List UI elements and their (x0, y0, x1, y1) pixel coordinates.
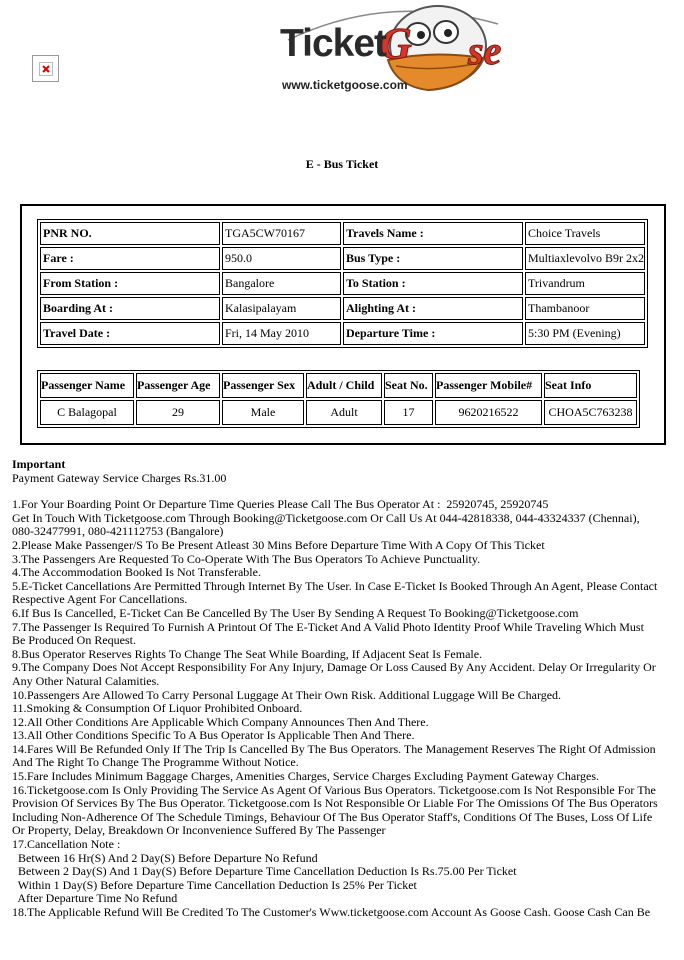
journey-value: Trivandrum (525, 272, 645, 295)
important-notes (12, 458, 676, 920)
note-line: 1.For Your Boarding Point Or Departure Time Queries Please Call The Bus Operator At : 25920745, 25920745 (12, 497, 549, 512)
passenger-cell: Adult (306, 400, 382, 425)
note-line: 9.The Company Does Not Accept Responsibility For Any Injury, Damage Or Loss Caused By Any Accident. Delay Or Irregularity Or (12, 660, 656, 675)
journey-row (40, 222, 645, 245)
note-line: 080-32477991, 080-421112753 (Bangalore) (12, 524, 224, 539)
note-line: 11.Smoking & Consumption Of Liquor Prohibited Onboard. (12, 701, 303, 716)
note-line: 8.Bus Operator Reserves Rights To Change The Seat While Boarding, If Adjacent Seat Is Female. (12, 646, 483, 661)
journey-value: Kalasipalayam (222, 297, 341, 320)
passenger-column-header: Passenger Age (136, 373, 220, 398)
passenger-column-header: Adult / Child (306, 373, 382, 398)
passenger-table (37, 370, 640, 428)
note-line: Between 2 Day(S) And 1 Day(S) Before Departure Time Cancellation Deduction Is Rs.75.00 Per Ticket (12, 864, 517, 879)
gateway-charges: Payment Gateway Service Charges Rs.31.00 (12, 470, 227, 485)
passenger-row (40, 400, 637, 425)
note-line: 13.All Other Conditions Specific To A Bus Operator Is Applicable Then And There. (12, 728, 415, 743)
journey-label: PNR NO. (40, 222, 220, 245)
journey-value: 5:30 PM (Evening) (525, 322, 645, 345)
journey-label: Travels Name : (343, 222, 523, 245)
note-line: Be Produced On Request. (12, 633, 136, 648)
journey-label: Travel Date : (40, 322, 220, 345)
note-line: Respective Agent For Cancellations. (12, 592, 188, 607)
note-line: 17.Cancellation Note : (12, 837, 121, 852)
passenger-cell: Male (222, 400, 304, 425)
journey-value: Multiaxlevolvo B9r 2x2 (525, 247, 645, 270)
journey-value: Choice Travels (525, 222, 645, 245)
note-line: After Departure Time No Refund (12, 891, 178, 906)
journey-label: Fare : (40, 247, 220, 270)
logo-text: Ticket (280, 22, 387, 65)
passenger-cell: 29 (136, 400, 220, 425)
journey-label: From Station : (40, 272, 220, 295)
journey-value: Fri, 14 May 2010 (222, 322, 341, 345)
note-line: Get In Touch With Ticketgoose.com Through Booking@Ticketgoose.com Or Call Us At 044-42818338, 044-43324337 (Chennai), (12, 510, 640, 525)
passenger-column-header: Passenger Name (40, 373, 134, 398)
note-line: Provision Of Services By The Bus Operator. Ticketgoose.com Is Not Responsible Or Liable For The Omissions Of The Bus Operators (12, 796, 658, 811)
note-line: 12.All Other Conditions Are Applicable Which Company Announces Then And There. (12, 714, 429, 729)
journey-row (40, 272, 645, 295)
journey-value: 950.0 (222, 247, 341, 270)
broken-image-icon (39, 62, 53, 76)
note-line: Or Property, Delay, Breakdown Or Inconvenience Suffered By The Passenger (12, 823, 386, 838)
note-line: 16.Ticketgoose.com Is Only Providing The Service As Agent Of Various Bus Operators. Ticketgoose.com Is Not Responsible For The (12, 782, 656, 797)
passenger-cell: C Balagopal (40, 400, 134, 425)
logo-url: www.ticketgoose.com (282, 78, 408, 92)
svg-text:G: G (380, 19, 412, 68)
note-line: 7.The Passenger Is Required To Furnish A Printout Of The E-Ticket And A Valid Photo Identity Proof While Traveling Which Must (12, 619, 644, 634)
journey-row (40, 247, 645, 270)
journey-row (40, 322, 645, 345)
journey-row (40, 297, 645, 320)
note-line: 10.Passengers Are Allowed To Carry Personal Luggage At Their Own Risk. Additional Luggage Will Be Charged. (12, 687, 562, 702)
journey-info-table (37, 219, 648, 348)
svg-text:se: se (468, 28, 502, 73)
passenger-column-header: Seat No. (384, 373, 433, 398)
note-line: Within 1 Day(S) Before Departure Time Cancellation Deduction Is 25% Per Ticket (12, 877, 417, 892)
journey-value: Thambanoor (525, 297, 645, 320)
note-line: And The Right To Change The Programme Without Notice. (12, 755, 299, 770)
journey-label: Boarding At : (40, 297, 220, 320)
passenger-cell: 9620216522 (435, 400, 542, 425)
page-title: E - Bus Ticket (305, 157, 379, 171)
broken-image-placeholder (32, 55, 59, 82)
note-line: 15.Fare Includes Minimum Baggage Charges, Amenities Charges, Service Charges Excluding Payment Gateway Charges. (12, 769, 599, 784)
passenger-cell: CHOA5C763238 (544, 400, 637, 425)
note-line: 14.Fares Will Be Refunded Only If The Trip Is Cancelled By The Bus Operators. The Management Reserves The Right Of Admission (12, 741, 656, 756)
note-line: 3.The Passengers Are Requested To Co-Operate With The Bus Operators To Achieve Punctuality. (12, 551, 481, 566)
journey-value: Bangalore (222, 272, 341, 295)
journey-value: TGA5CW70167 (222, 222, 341, 245)
journey-label: Bus Type : (343, 247, 523, 270)
passenger-column-header: Seat Info (544, 373, 637, 398)
journey-label: To Station : (343, 272, 523, 295)
note-line: Between 16 Hr(S) And 2 Day(S) Before Departure No Refund (12, 850, 318, 865)
passenger-column-header: Passenger Sex (222, 373, 304, 398)
note-line: 2.Please Make Passenger/S To Be Present Atleast 30 Mins Before Departure Time With A Copy Of This Ticket (12, 537, 545, 552)
ticketgoose-logo (268, 2, 508, 102)
note-line: Including Non-Adherence Of The Schedule Timings, Behaviour Of The Bus Operator Staff's, Conditions Of The Buses, Loss Of Life (12, 809, 653, 824)
note-line: 4.The Accommodation Booked Is Not Transferable. (12, 565, 261, 580)
note-line: 18.The Applicable Refund Will Be Credited To The Customer's Www.ticketgoose.com Account As Goose Cash. Goose Cash Can Be (12, 905, 651, 919)
note-line: 5.E-Ticket Cancellations Are Permitted Through Internet By The User. In Case E-Ticket Is Booked Through An Agent, Please Contact (12, 578, 658, 593)
passenger-cell: 17 (384, 400, 433, 425)
passenger-column-header: Passenger Mobile# (435, 373, 542, 398)
journey-label: Alighting At : (343, 297, 523, 320)
note-line: 6.If Bus Is Cancelled, E-Ticket Can Be Cancelled By The User By Sending A Request To Booking@Ticketgoose.com (12, 605, 579, 620)
note-line: Any Other Natural Calamities. (12, 673, 160, 688)
important-heading: Important (12, 457, 66, 471)
journey-label: Departure Time : (343, 322, 523, 345)
